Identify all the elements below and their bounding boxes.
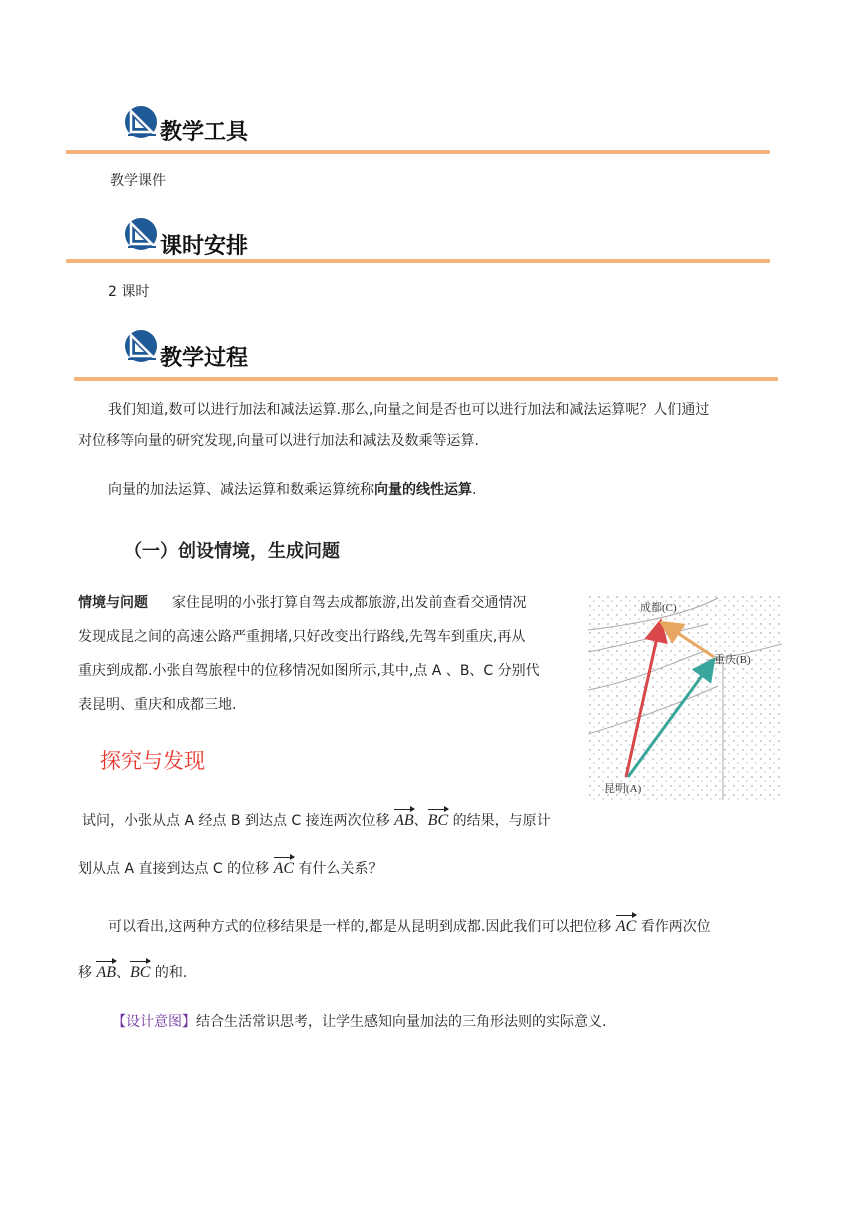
scenario-line3: 重庆到成都.小张自驾旅程中的位移情况如图所示,其中,点 A 、B、C 分别代	[78, 663, 540, 679]
question-line2	[78, 856, 383, 879]
key-term: 向量的线性运算	[374, 482, 472, 498]
separator: 、	[413, 813, 428, 829]
scenario-text: 家住昆明的小张打算自驾去成都旅游,出发前查看交通情况	[172, 595, 527, 611]
scenario-line2: 发现成昆之间的高速公路严重拥堵,只好改变出行路线,先驾车到重庆,再从	[78, 629, 526, 645]
question-text: 试问，小张从点 A 经点 B 到达点 C 接连两次位移	[82, 813, 390, 829]
explore-heading: 探究与发现	[100, 749, 205, 773]
vector-ac: AC	[616, 914, 636, 937]
set-square-icon	[124, 329, 158, 363]
design-intent-text: 结合生活常识思考，让学生感知向量加法的三角形法则的实际意义.	[196, 1014, 607, 1030]
label-kunming: 昆明(A)	[604, 783, 642, 795]
section-divider	[66, 150, 770, 154]
label-chengdu: 成都(C)	[640, 602, 677, 614]
vector-ab: AB	[394, 808, 414, 831]
section-divider	[66, 259, 770, 263]
answer-text: 的和.	[154, 965, 188, 981]
section-divider	[74, 377, 778, 381]
design-intent-tag: 【设计意图】	[112, 1014, 196, 1030]
separator: 、	[116, 965, 130, 981]
vector-bc: BC	[428, 808, 448, 831]
scenario-line4: 表昆明、重庆和成都三地.	[78, 697, 237, 713]
answer-line2	[78, 960, 187, 983]
question-text: 划从点 A 直接到达点 C 的位移	[78, 861, 270, 877]
scenario-label: 情境与问题	[78, 595, 148, 611]
paragraph-text: .	[472, 482, 477, 498]
vector-ac: AC	[274, 856, 294, 879]
scenario-line1	[78, 593, 526, 613]
set-square-icon	[124, 217, 158, 251]
paragraph-text: 向量的加法运算、减法运算和数乘运算统称	[108, 482, 374, 498]
design-intent	[112, 1012, 606, 1032]
process-paragraph-line2: 对位移等向量的研究发现,向量可以进行加法和减法及数乘等运算.	[78, 433, 479, 449]
section-title: 教学过程	[160, 346, 249, 371]
route-map-figure	[588, 594, 782, 800]
section-title: 教学工具	[160, 120, 249, 145]
answer-text: 看作两次位	[640, 919, 711, 935]
question-text: 的结果，与原计	[452, 813, 551, 829]
question-line1	[82, 808, 551, 831]
vector-ab: AB	[96, 960, 116, 983]
tools-text: 教学课件	[110, 173, 166, 189]
set-square-icon	[124, 105, 158, 139]
answer-line1	[108, 914, 711, 937]
answer-text: 可以看出,这两种方式的位移结果是一样的,都是从昆明到成都.因此我们可以把位移	[108, 919, 612, 935]
linear-operations-paragraph	[108, 480, 476, 500]
subsection-title: （一）创设情境，生成问题	[124, 541, 340, 562]
answer-text: 移	[78, 965, 92, 981]
label-chongqing: 重庆(B)	[714, 654, 751, 666]
section-title: 课时安排	[160, 234, 249, 259]
process-paragraph-line1: 我们知道,数可以进行加法和减法运算.那么,向量之间是否也可以进行加法和减法运算呢？人们通过	[108, 402, 710, 418]
question-text: 有什么关系？	[298, 861, 383, 877]
hours-text: 2 课时	[108, 284, 150, 300]
vector-bc: BC	[130, 960, 150, 983]
